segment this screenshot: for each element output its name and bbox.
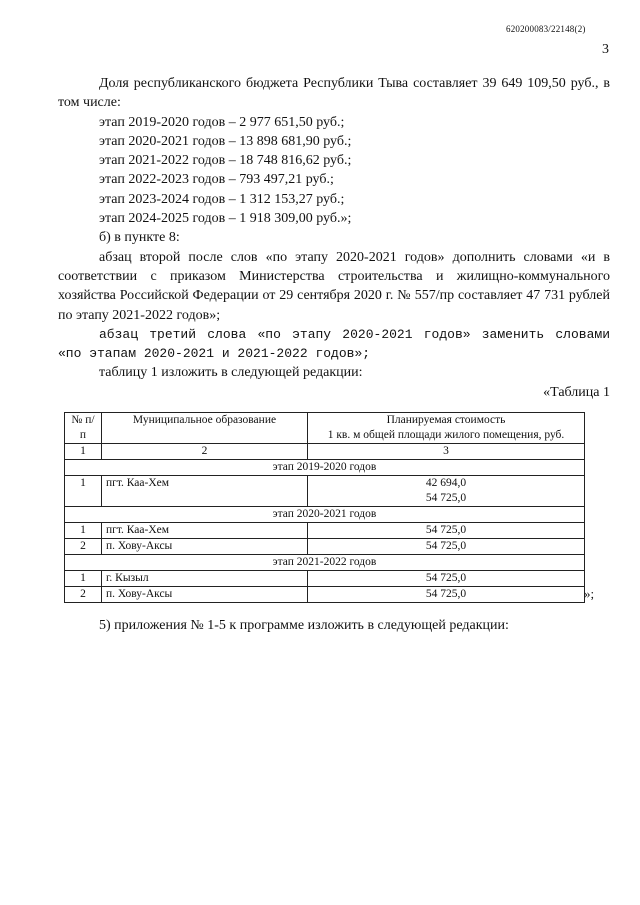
column-numbers-row	[65, 444, 585, 460]
point-b: б) в пункте 8:	[99, 230, 180, 246]
stage-title: этап 2020-2021 годов	[65, 507, 585, 523]
row-cost-value: 42 694,0	[425, 477, 467, 489]
cost-table-wrapper	[64, 412, 585, 603]
final-point: 5) приложения № 1-5 к программе изложить в следующей редакции:	[99, 618, 509, 633]
header-cost	[308, 413, 585, 444]
stage-row	[65, 507, 585, 523]
row-number: 2	[65, 539, 102, 555]
table-row	[65, 587, 585, 603]
table-row	[65, 571, 585, 587]
stage-line: этап 2022-2023 годов – 793 497,21 руб.;	[99, 172, 334, 188]
row-municipality: п. Хову-Аксы	[102, 587, 308, 603]
paragraph-3: абзац третий слова «по этапу 2020-2021 годов» заменить словами «по этапам 2020-2021 и 2021-2022 годов»;	[58, 326, 610, 362]
row-cost-value: 54 725,0	[308, 523, 585, 539]
row-cost-value: 54 725,0	[308, 587, 585, 603]
header-cost-line2: 1 кв. м общей площади жилого помещения, руб.	[327, 429, 565, 441]
table-header-row	[65, 413, 585, 444]
stage-line: этап 2019-2020 годов – 2 977 651,50 руб.;	[99, 114, 345, 130]
budget-share-paragraph: Доля республиканского бюджета Республики Тыва составляет 39 649 109,50 руб., в том числе:	[58, 76, 610, 111]
page-number: 3	[602, 42, 609, 57]
row-cost	[308, 476, 585, 507]
row-municipality: п. Хову-Аксы	[102, 539, 308, 555]
table-row	[65, 539, 585, 555]
table-caption: «Таблица 1	[543, 384, 610, 400]
table-row	[65, 476, 585, 507]
row-number: 1	[65, 523, 102, 539]
row-municipality: г. Кызыл	[102, 571, 308, 587]
row-number: 1	[65, 571, 102, 587]
row-cost-value: 54 725,0	[425, 492, 467, 504]
row-cost-value: 54 725,0	[308, 571, 585, 587]
paragraph-4: таблицу 1 изложить в следующей редакции:	[99, 365, 363, 381]
header-municipality: Муниципальное образование	[102, 413, 308, 444]
stage-title: этап 2019-2020 годов	[65, 460, 585, 476]
col-number: 1	[65, 444, 102, 460]
stage-row	[65, 555, 585, 571]
col-number: 2	[102, 444, 308, 460]
document-body	[58, 74, 610, 402]
header-cost-line1: Планируемая стоимость	[386, 414, 506, 426]
stage-title: этап 2021-2022 годов	[65, 555, 585, 571]
paragraph-2: абзац второй после слов «по этапу 2020-2021 годов» дополнить словами «и в соответствии с приказом Министерства строительства и жилищно-коммунального хозяйства Российской Федерации от 29 сентября 2020 г. № 557/пр составляет 47 731 рублей по этапу 2021-2022 годов»;	[58, 249, 610, 323]
row-municipality: пгт. Каа-Хем	[102, 476, 308, 507]
row-number: 1	[65, 476, 102, 507]
cost-table	[64, 412, 585, 603]
stage-line: этап 2021-2022 годов – 18 748 816,62 руб.;	[99, 153, 352, 169]
stage-row	[65, 460, 585, 476]
stage-line: этап 2020-2021 годов – 13 898 681,90 руб.;	[99, 133, 352, 149]
col-number: 3	[308, 444, 585, 460]
stage-line: этап 2023-2024 годов – 1 312 153,27 руб.;	[99, 191, 345, 207]
closing-quote: »;	[584, 586, 595, 601]
stage-line: этап 2024-2025 годов – 1 918 309,00 руб.»;	[99, 211, 352, 227]
row-municipality: пгт. Каа-Хем	[102, 523, 308, 539]
table-row	[65, 523, 585, 539]
row-cost-value: 54 725,0	[308, 539, 585, 555]
header-number: № п/п	[65, 413, 102, 444]
document-id: 620200083/22148(2)	[506, 24, 586, 34]
row-number: 2	[65, 587, 102, 603]
